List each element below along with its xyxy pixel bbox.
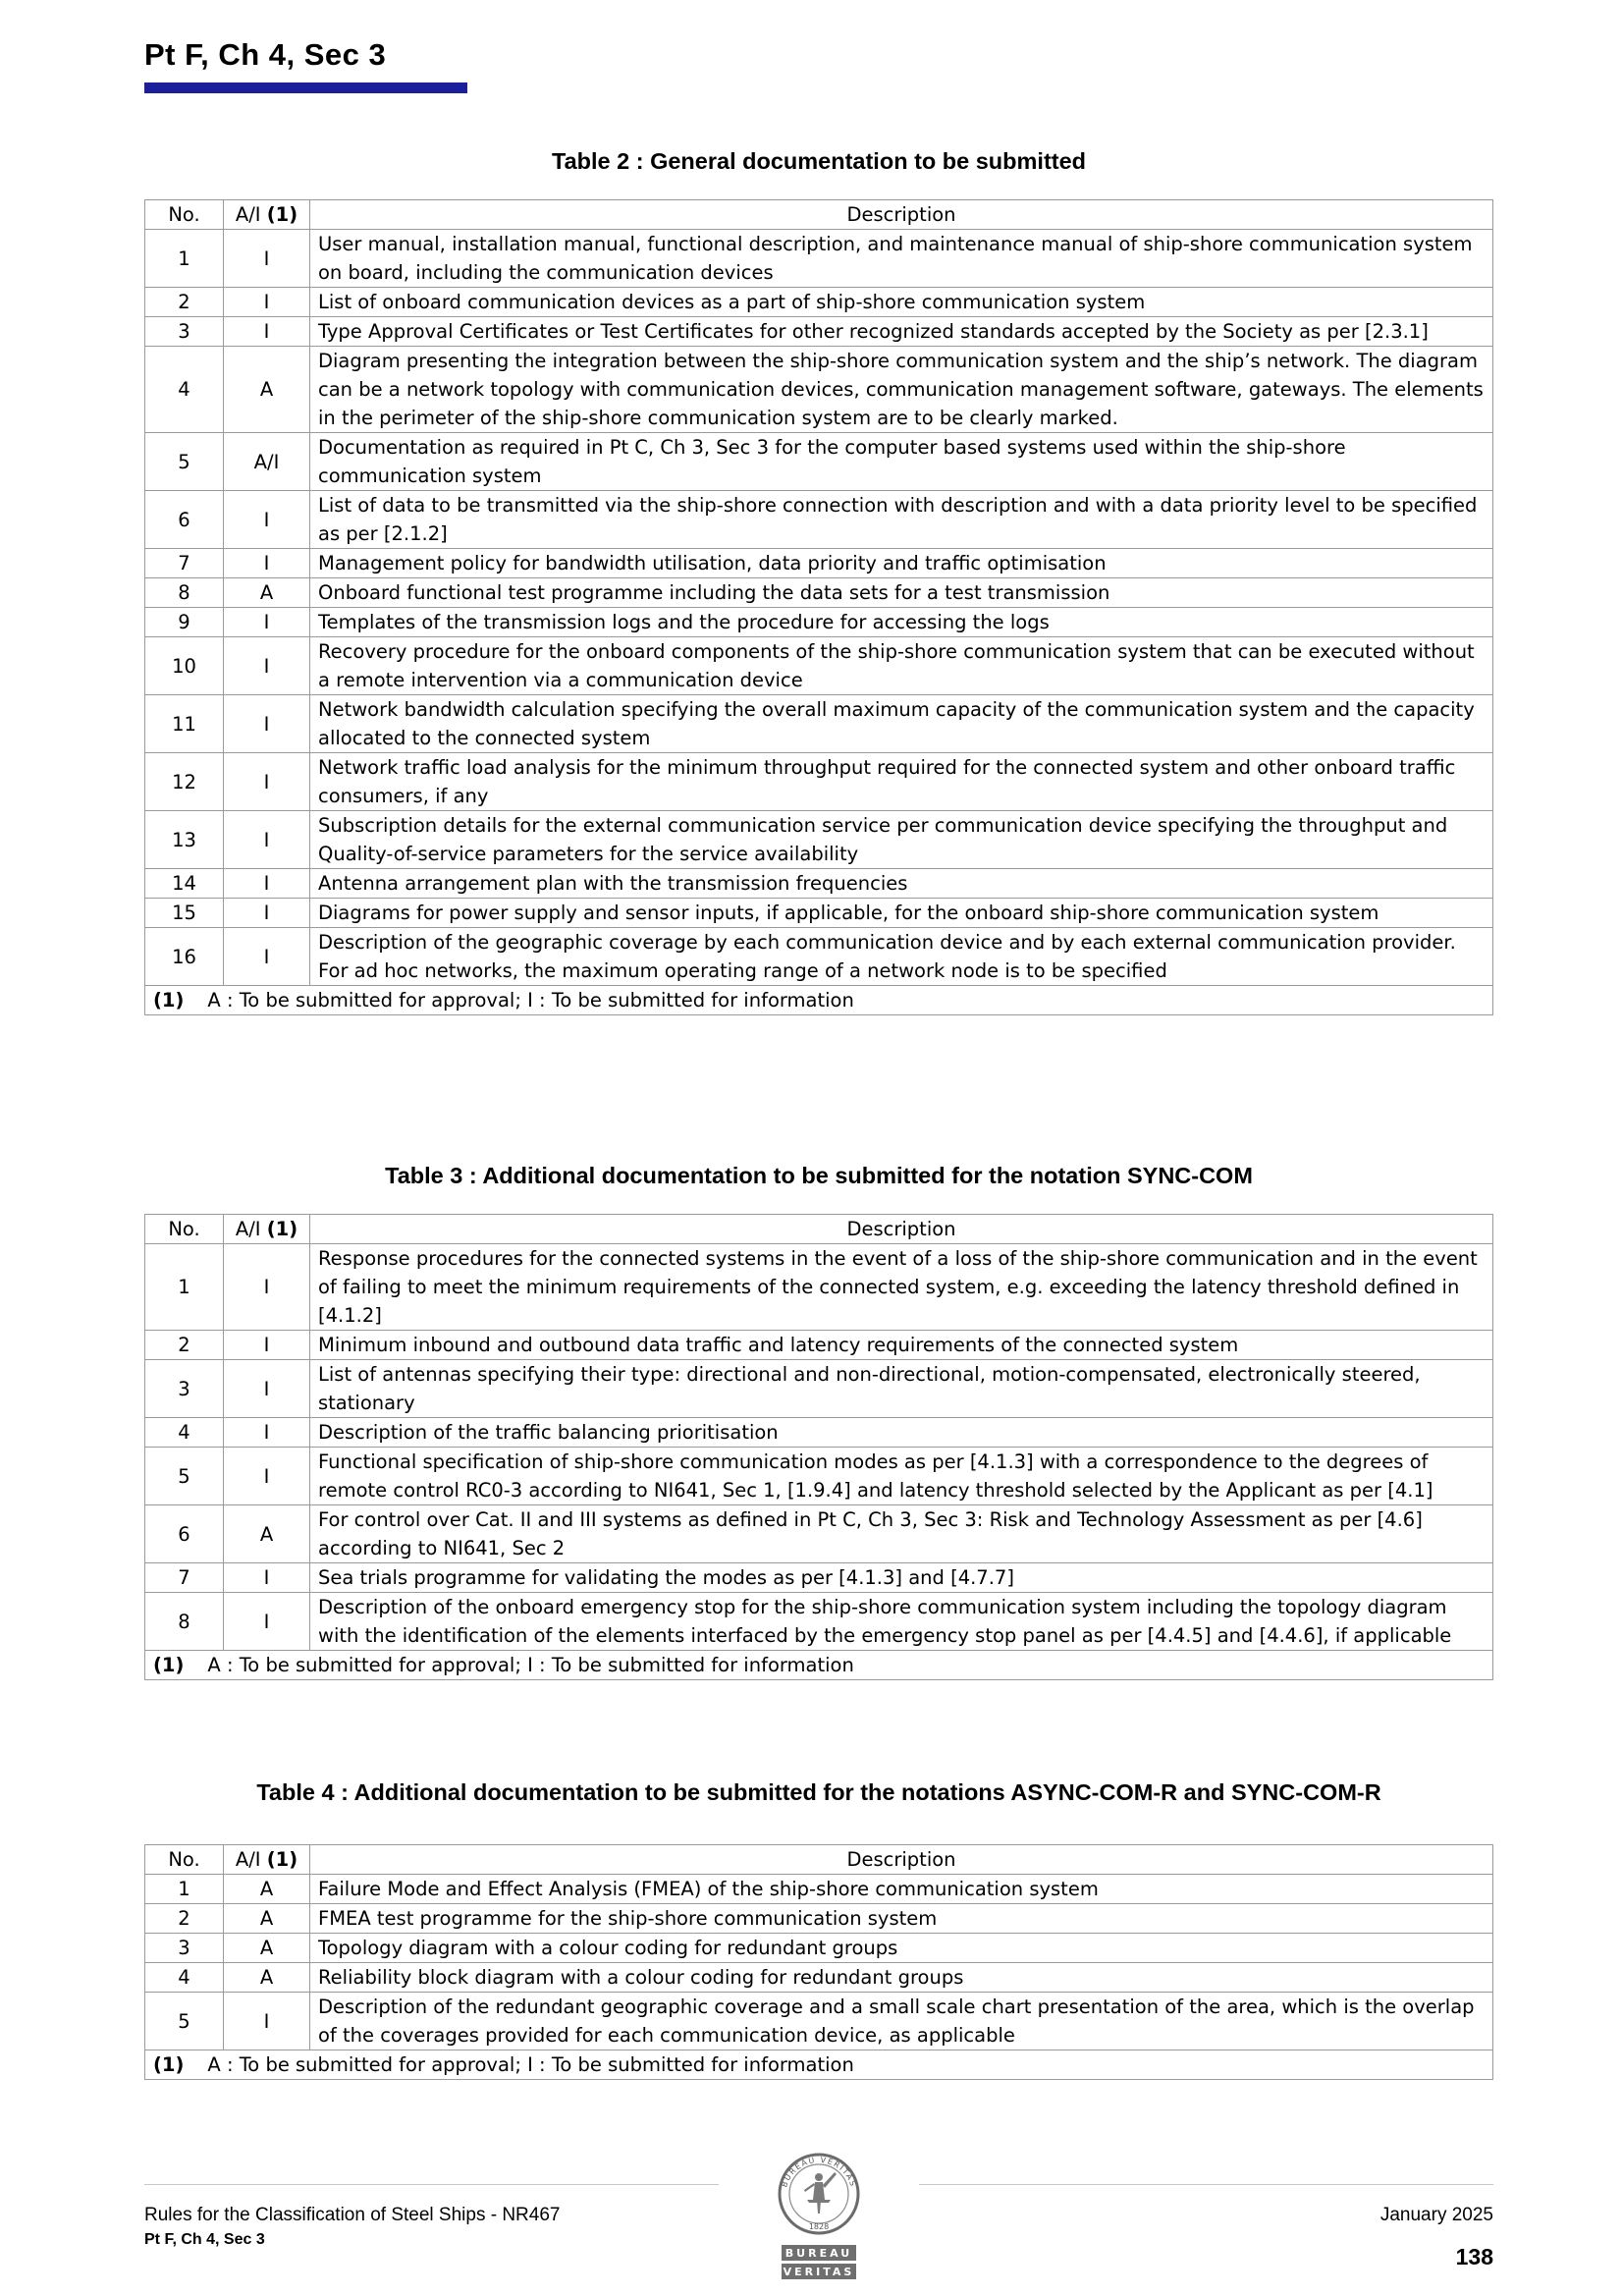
footer-section: Pt F, Ch 4, Sec 3	[144, 2231, 265, 2248]
row-ai: I	[224, 1360, 310, 1418]
row-description: List of onboard communication devices as a part of ship-shore communication system	[310, 288, 1493, 317]
row-ai: I	[224, 549, 310, 578]
table-3	[144, 1214, 1493, 1680]
column-header-ai	[224, 200, 310, 230]
row-description: List of antennas specifying their type: directional and non-directional, motion-compensated, electronically steered, stationary	[310, 1360, 1493, 1418]
row-ai: I	[224, 1563, 310, 1593]
row-no: 5	[145, 1448, 224, 1505]
row-no: 4	[145, 1963, 224, 1993]
table-2	[144, 199, 1493, 1015]
row-no: 6	[145, 491, 224, 549]
row-description: Diagram presenting the integration between the ship-shore communication system and the ship’s network. The diagram can be a network topology with communication devices, communication management software, gateways. The elements in the perimeter of the ship-shore communication system are to be clearly marked.	[310, 347, 1493, 433]
row-description: Management policy for bandwidth utilisation, data priority and traffic optimisation	[310, 549, 1493, 578]
table-row	[145, 1963, 1493, 1993]
table-row	[145, 578, 1493, 608]
row-description: Network bandwidth calculation specifying the overall maximum capacity of the communication system and the capacity allocated to the connected system	[310, 695, 1493, 753]
section-header: Pt F, Ch 4, Sec 3	[144, 37, 387, 72]
row-no: 8	[145, 1593, 224, 1651]
ai-header-text: A/I	[235, 1218, 267, 1240]
table-footnote	[145, 2050, 1493, 2080]
row-no: 16	[145, 928, 224, 986]
row-no: 13	[145, 811, 224, 869]
row-ai: I	[224, 1418, 310, 1448]
table-row	[145, 899, 1493, 928]
table-footnote-row	[145, 2050, 1493, 2080]
row-no: 2	[145, 288, 224, 317]
row-description: Description of the geographic coverage by each communication device and by each external communication provider. For ad hoc networks, the maximum operating range of a network node is to be specified	[310, 928, 1493, 986]
table-4-caption: Table 4 : Additional documentation to be submitted for the notations ASYNC-COM-R and SYNC-COM-R	[256, 1779, 1381, 1805]
footnote-text: A : To be submitted for approval; I : To be submitted for information	[207, 1654, 854, 1676]
row-no: 11	[145, 695, 224, 753]
row-no: 14	[145, 869, 224, 899]
ai-header-ref: (1)	[266, 203, 298, 226]
column-header-no: No.	[145, 200, 224, 230]
row-ai: I	[224, 811, 310, 869]
table-footnote-row	[145, 1651, 1493, 1680]
logo-arc-text: BUREAU VERITAS	[780, 2155, 858, 2189]
footnote-ref: (1)	[153, 989, 185, 1011]
table-2-caption: Table 2 : General documentation to be submitted	[551, 148, 1087, 174]
table-row	[145, 608, 1493, 637]
row-ai: A	[224, 1505, 310, 1563]
table-row	[145, 811, 1493, 869]
footnote-ref: (1)	[153, 1654, 185, 1676]
row-description: Antenna arrangement plan with the transmission frequencies	[310, 869, 1493, 899]
column-header-ai	[224, 1215, 310, 1244]
row-ai: I	[224, 230, 310, 288]
column-header-ai	[224, 1845, 310, 1875]
row-description: Network traffic load analysis for the minimum throughput required for the connected system and other onboard traffic consumers, if any	[310, 753, 1493, 811]
bureau-veritas-logo-icon	[764, 2143, 874, 2284]
row-no: 3	[145, 1934, 224, 1963]
row-no: 7	[145, 1563, 224, 1593]
row-no: 10	[145, 637, 224, 695]
table-row	[145, 1505, 1493, 1563]
row-ai: A	[224, 1963, 310, 1993]
row-no: 7	[145, 549, 224, 578]
table-footnote	[145, 1651, 1493, 1680]
column-header-no: No.	[145, 1215, 224, 1244]
row-description: Recovery procedure for the onboard components of the ship-shore communication system that can be executed without a remote intervention via a communication device	[310, 637, 1493, 695]
column-header-no: No.	[145, 1845, 224, 1875]
row-description: Functional specification of ship-shore communication modes as per [4.1.3] with a correspondence to the degrees of remote control RC0-3 according to NI641, Sec 1, [1.9.4] and latency threshold selected by the Applicant as per [4.1]	[310, 1448, 1493, 1505]
table-row	[145, 1360, 1493, 1418]
row-description: Sea trials programme for validating the modes as per [4.1.3] and [4.7.7]	[310, 1563, 1493, 1593]
table-3-caption: Table 3 : Additional documentation to be submitted for the notation SYNC-COM	[385, 1163, 1253, 1188]
row-description: Subscription details for the external communication service per communication device specifying the throughput and Quality-of-service parameters for the service availability	[310, 811, 1493, 869]
row-no: 1	[145, 1875, 224, 1904]
ai-header-ref: (1)	[266, 1848, 298, 1871]
row-no: 4	[145, 1418, 224, 1448]
row-description: Templates of the transmission logs and the procedure for accessing the logs	[310, 608, 1493, 637]
footnote-text: A : To be submitted for approval; I : To be submitted for information	[207, 989, 854, 1011]
row-ai: I	[224, 899, 310, 928]
column-header-description: Description	[310, 1215, 1493, 1244]
table-row	[145, 1331, 1493, 1360]
row-description: For control over Cat. II and III systems as defined in Pt C, Ch 3, Sec 3: Risk and Technology Assessment as per [4.6] according to NI641, Sec 2	[310, 1505, 1493, 1563]
row-no: 4	[145, 347, 224, 433]
footer-divider-left	[144, 2184, 719, 2185]
row-ai: I	[224, 288, 310, 317]
footer-divider-right	[919, 2184, 1493, 2185]
table-row	[145, 869, 1493, 899]
table-row	[145, 1934, 1493, 1963]
logo-text-bureau: BUREAU	[784, 2247, 853, 2260]
row-description: Minimum inbound and outbound data traffic and latency requirements of the connected system	[310, 1331, 1493, 1360]
row-no: 2	[145, 1331, 224, 1360]
footer-date: January 2025	[1379, 2205, 1493, 2225]
row-ai: A	[224, 1875, 310, 1904]
ai-header-text: A/I	[235, 1848, 267, 1871]
row-no: 9	[145, 608, 224, 637]
row-ai: I	[224, 1331, 310, 1360]
row-ai: I	[224, 869, 310, 899]
row-description: Response procedures for the connected systems in the event of a loss of the ship-shore communication and in the event of failing to meet the minimum requirements of the connected system, e.g. exceeding the latency threshold defined in [4.1.2]	[310, 1244, 1493, 1331]
row-ai: I	[224, 1448, 310, 1505]
row-ai: A	[224, 578, 310, 608]
row-description: Description of the redundant geographic coverage and a small scale chart presentation of the area, which is the overlap of the coverages provided for each communication device, as applicable	[310, 1993, 1493, 2050]
column-header-description: Description	[310, 1845, 1493, 1875]
row-ai: I	[224, 491, 310, 549]
row-no: 1	[145, 230, 224, 288]
header-accent-bar	[144, 82, 467, 93]
table-header-row	[145, 1215, 1493, 1244]
row-no: 8	[145, 578, 224, 608]
row-ai: I	[224, 1244, 310, 1331]
table-row	[145, 1244, 1493, 1331]
row-description: Failure Mode and Effect Analysis (FMEA) of the ship-shore communication system	[310, 1875, 1493, 1904]
table-row	[145, 288, 1493, 317]
table-row	[145, 753, 1493, 811]
table-row	[145, 1993, 1493, 2050]
row-description: User manual, installation manual, functional description, and maintenance manual of ship-shore communication system on board, including the communication devices	[310, 230, 1493, 288]
row-no: 12	[145, 753, 224, 811]
table-footnote-row	[145, 986, 1493, 1015]
row-no: 15	[145, 899, 224, 928]
row-ai: A	[224, 347, 310, 433]
row-ai: I	[224, 695, 310, 753]
row-no: 5	[145, 1993, 224, 2050]
table-row	[145, 230, 1493, 288]
row-description: Diagrams for power supply and sensor inputs, if applicable, for the onboard ship-shore communication system	[310, 899, 1493, 928]
row-ai: A	[224, 1934, 310, 1963]
row-description: Onboard functional test programme including the data sets for a test transmission	[310, 578, 1493, 608]
logo-text-veritas: VERITAS	[783, 2266, 855, 2278]
table-row	[145, 695, 1493, 753]
table-row	[145, 549, 1493, 578]
table-row	[145, 1904, 1493, 1934]
row-no: 3	[145, 1360, 224, 1418]
table-header-row	[145, 1845, 1493, 1875]
row-description: Description of the onboard emergency stop for the ship-shore communication system including the topology diagram with the identification of the elements interfaced by the emergency stop panel as per [4.4.5] and [4.4.6], if applicable	[310, 1593, 1493, 1651]
table-row	[145, 317, 1493, 347]
table-row	[145, 1448, 1493, 1505]
footnote-text: A : To be submitted for approval; I : To be submitted for information	[207, 2053, 854, 2076]
table-row	[145, 637, 1493, 695]
table-footnote	[145, 986, 1493, 1015]
row-ai: I	[224, 753, 310, 811]
row-ai: I	[224, 928, 310, 986]
row-description: FMEA test programme for the ship-shore communication system	[310, 1904, 1493, 1934]
ai-header-text: A/I	[235, 203, 267, 226]
column-header-description: Description	[310, 200, 1493, 230]
row-no: 1	[145, 1244, 224, 1331]
logo-year: 1828	[808, 2222, 830, 2231]
table-header-row	[145, 200, 1493, 230]
table-row	[145, 928, 1493, 986]
row-description: Documentation as required in Pt C, Ch 3, Sec 3 for the computer based systems used within the ship-shore communication system	[310, 433, 1493, 491]
row-no: 2	[145, 1904, 224, 1934]
row-no: 5	[145, 433, 224, 491]
row-no: 3	[145, 317, 224, 347]
table-row	[145, 347, 1493, 433]
row-no: 6	[145, 1505, 224, 1563]
table-row	[145, 433, 1493, 491]
table-row	[145, 1875, 1493, 1904]
row-ai: I	[224, 1993, 310, 2050]
row-description: List of data to be transmitted via the ship-shore connection with description and with a data priority level to be specified as per [2.1.2]	[310, 491, 1493, 549]
row-ai: I	[224, 317, 310, 347]
table-row	[145, 1563, 1493, 1593]
row-ai: I	[224, 637, 310, 695]
row-description: Topology diagram with a colour coding for redundant groups	[310, 1934, 1493, 1963]
table-row	[145, 491, 1493, 549]
ai-header-ref: (1)	[266, 1218, 298, 1240]
row-ai: I	[224, 1593, 310, 1651]
row-description: Type Approval Certificates or Test Certificates for other recognized standards accepted by the Society as per [2.3.1]	[310, 317, 1493, 347]
row-ai: I	[224, 608, 310, 637]
row-description: Description of the traffic balancing prioritisation	[310, 1418, 1493, 1448]
footer-document-title: Rules for the Classification of Steel Ships - NR467	[144, 2205, 561, 2225]
row-description: Reliability block diagram with a colour coding for redundant groups	[310, 1963, 1493, 1993]
footnote-ref: (1)	[153, 2053, 185, 2076]
table-row	[145, 1593, 1493, 1651]
row-ai: A/I	[224, 433, 310, 491]
table-4	[144, 1844, 1493, 2080]
page-number: 138	[1455, 2244, 1493, 2269]
table-row	[145, 1418, 1493, 1448]
row-ai: A	[224, 1904, 310, 1934]
